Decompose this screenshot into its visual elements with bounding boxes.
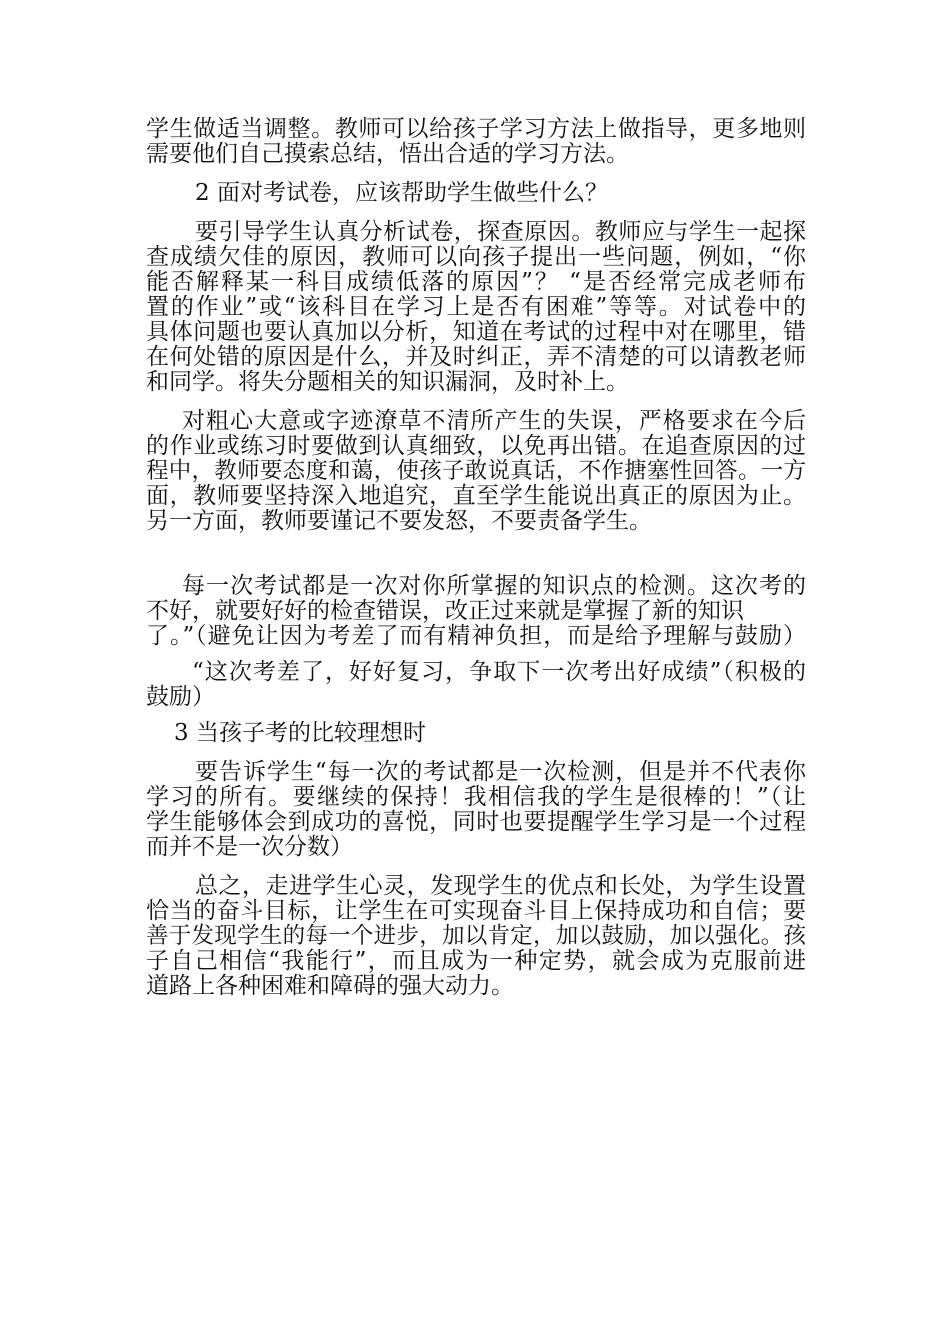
- paragraph-line: 每一次考试都是一次对你所掌握的知识点的检测。这次考的: [182, 573, 806, 599]
- paragraph-line: 道路上各种困难和障碍的强大动力。: [146, 973, 514, 999]
- paragraph-line: 鼓励）: [146, 684, 215, 710]
- section-heading-3: 3 当孩子考的比较理想时: [174, 720, 426, 746]
- paragraph-line: 能否解释某一科目成绩低落的原因”？ “是否经常完成老师布: [146, 269, 806, 295]
- paragraph-line: 学习的所有。要继续的保持！我相信我的学生是很棒的！”（让: [146, 784, 806, 810]
- paragraph-line: 对粗心大意或字迹潦草不清所产生的失误，严格要求在今后: [182, 408, 806, 434]
- paragraph-line: 和同学。将失分题相关的知识漏洞，及时补上。: [146, 369, 629, 395]
- paragraph-line: 需要他们自己摸索总结，悟出合适的学习方法。: [146, 141, 629, 167]
- paragraph-line: 恰当的奋斗目标，让学生在可实现奋斗目上保持成功和自信；要: [146, 898, 806, 924]
- paragraph-line: 另一方面，教师要谨记不要发怒，不要责备学生。: [146, 508, 652, 534]
- paragraph-line: 要引导学生认真分析试卷，探查原因。教师应与学生一起探: [195, 219, 806, 245]
- paragraph-line: 了。”（避免让因为考差了而有精神负担，而是给予理解与鼓励）: [146, 623, 806, 649]
- paragraph-line: “这次考差了，好好复习，争取下一次考出好成绩”（积极的: [192, 659, 806, 685]
- paragraph-line: 学生做适当调整。教师可以给孩子学习方法上做指导，更多地则: [146, 116, 806, 142]
- paragraph-line: 在何处错的原因是什么，并及时纠正，弄不清楚的可以请教老师: [146, 344, 806, 370]
- paragraph-line: 子自己相信“我能行”，而且成为一种定势，就会成为克服前进: [146, 948, 806, 974]
- document-page: [146, 117, 806, 999]
- paragraph-analyze-paper: [146, 220, 806, 395]
- paragraph-line: 不好，就要好好的检查错误，改正过来就是掌握了新的知识: [146, 598, 744, 624]
- paragraph-method-guidance: [146, 117, 806, 167]
- section-heading-2: 2 面对考试卷，应该帮助学生做些什么？: [195, 180, 608, 206]
- paragraph-conclusion: [146, 874, 806, 999]
- paragraph-line: 总之，走进学生心灵，发现学生的优点和长处，为学生设置: [195, 873, 806, 899]
- paragraph-line: 学生能够体会到成功的喜悦，同时也要提醒学生学习是一个过程: [146, 809, 806, 835]
- paragraph-line: 置的作业”或“该科目在学习上是否有困难”等等。对试卷中的: [146, 294, 806, 320]
- paragraph-every-exam: [146, 574, 806, 649]
- paragraph-line: 而并不是一次分数）: [146, 834, 353, 860]
- paragraph-line: 要告诉学生“每一次的考试都是一次检测，但是并不代表你: [195, 759, 806, 785]
- paragraph-line: 的作业或练习时要做到认真细致，以免再出错。在追查原因的过: [146, 433, 806, 459]
- paragraph-line: 具体问题也要认真加以分析，知道在考试的过程中对在哪里，错: [146, 319, 806, 345]
- paragraph-line: 善于发现学生的每一个进步，加以肯定，加以鼓励，加以强化。孩: [146, 923, 806, 949]
- paragraph-line: 面，教师要坚持深入地追究，直至学生能说出真正的原因为止。: [146, 483, 806, 509]
- paragraph-line: 程中，教师要态度和蔼，使孩子敢说真话，不作搪塞性回答。一方: [146, 458, 806, 484]
- paragraph-encouragement: [146, 660, 806, 710]
- paragraph-good-results: [146, 760, 806, 860]
- paragraph-careless-errors: [146, 409, 806, 534]
- paragraph-line: 查成绩欠佳的原因，教师可以向孩子提出一些问题，例如，“你: [146, 244, 806, 270]
